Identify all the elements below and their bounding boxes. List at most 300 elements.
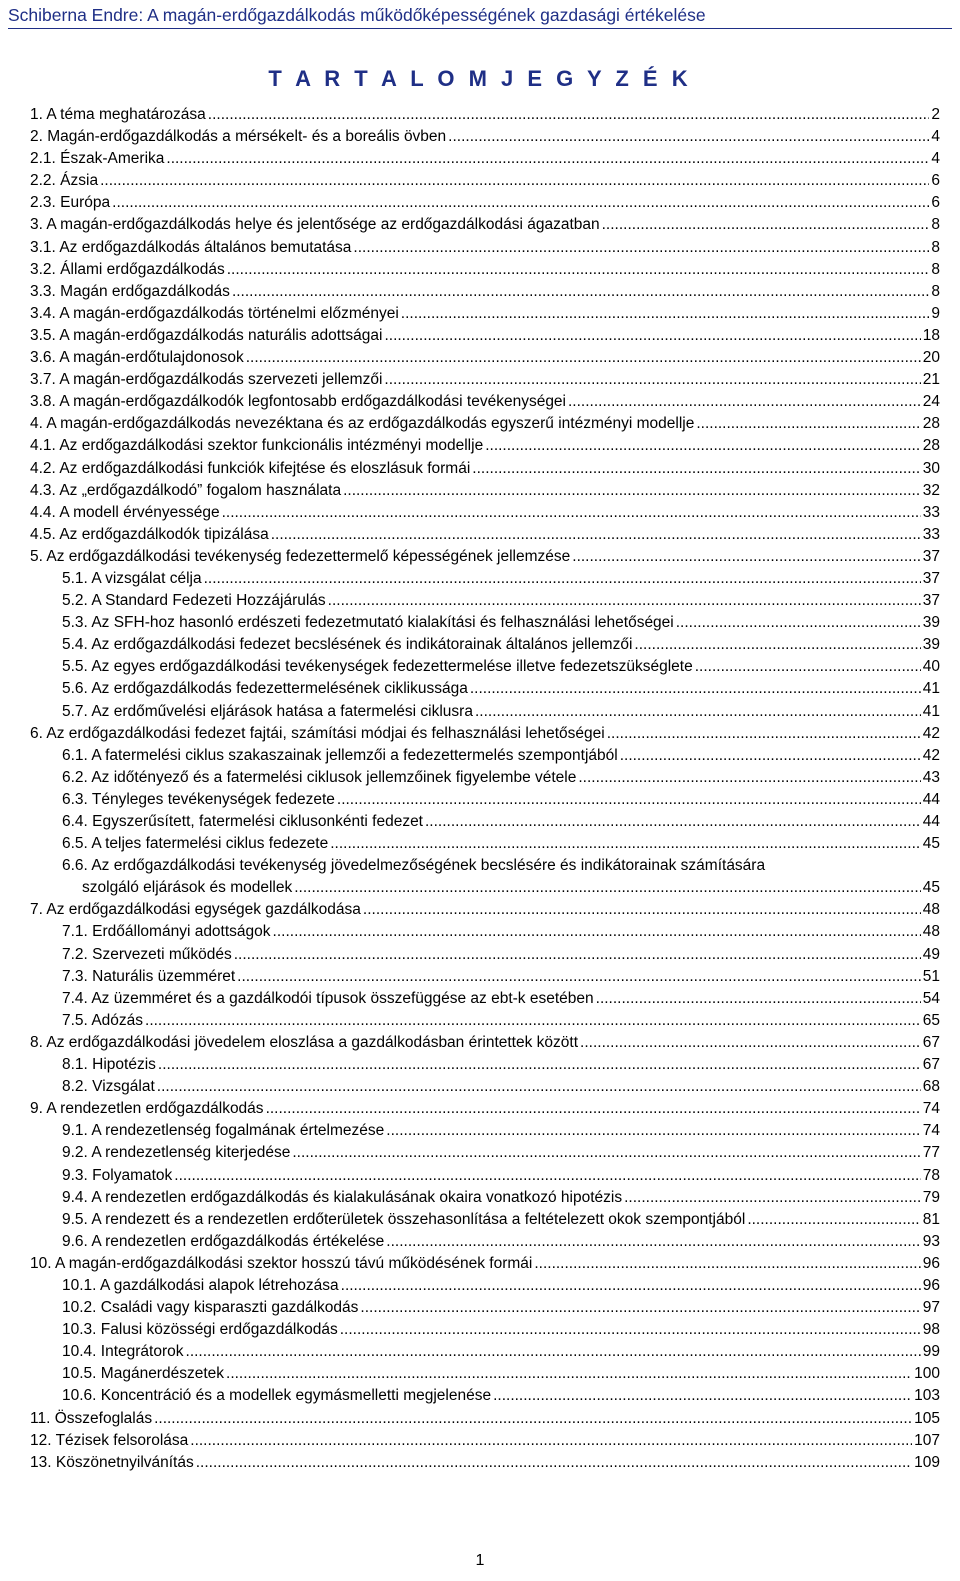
- toc-entry-number: 7.5.: [62, 1011, 88, 1029]
- toc-entry-page: 44: [922, 790, 940, 808]
- toc-entry-page: 65: [922, 1011, 940, 1029]
- toc-entry-page: 8: [931, 282, 940, 300]
- toc-entry-page: 51: [922, 967, 940, 985]
- toc-leader-dots: [222, 502, 921, 524]
- toc-entry-page: 40: [922, 658, 940, 676]
- toc-leader-dots: [190, 1430, 912, 1452]
- toc-entry[interactable]: [30, 192, 940, 214]
- toc-entry-number: 6.6.: [62, 857, 88, 875]
- toc-entry-title: A modell érvényessége: [59, 503, 220, 521]
- toc-leader-dots: [634, 634, 920, 656]
- toc-entry[interactable]: [30, 723, 940, 745]
- toc-leader-dots: [186, 1341, 921, 1363]
- toc-entry-page: 28: [922, 437, 940, 455]
- toc-entry-number: 3.1.: [30, 238, 56, 256]
- toc-entry-title: Családi vagy kisparaszti gazdálkodás: [100, 1299, 359, 1317]
- toc-leader-dots: [401, 303, 930, 325]
- toc-leader-dots: [174, 1165, 920, 1187]
- toc-leader-dots: [328, 590, 921, 612]
- toc-entry-title: A magán-erdőgazdálkodási szektor hosszú távú működésének formái: [55, 1254, 533, 1272]
- toc-entry[interactable]: [30, 1076, 940, 1098]
- toc-entry-page: 41: [922, 702, 940, 720]
- toc-entry-title: Integrátorok: [100, 1343, 184, 1361]
- toc-entry-page: 30: [922, 459, 940, 477]
- toc-leader-dots: [747, 1209, 920, 1231]
- toc-leader-dots: [271, 524, 921, 546]
- toc-entry-title: A magán-erdőgazdálkodók legfontosabb erdőgazdálkodási tevékenységei: [59, 393, 566, 411]
- toc-entry-number: 10.4.: [62, 1343, 97, 1361]
- toc-entry-title: Európa: [60, 194, 111, 212]
- toc-entry-number: 2.3.: [30, 194, 56, 212]
- toc-entry-number: 4.3.: [30, 481, 56, 499]
- toc-entry[interactable]: [30, 1142, 940, 1164]
- toc-entry[interactable]: [30, 767, 940, 789]
- toc-leader-dots: [596, 988, 921, 1010]
- toc-leader-dots: [572, 546, 920, 568]
- toc-leader-dots: [273, 921, 921, 943]
- toc-entry-title: Az erdőgazdálkodási szektor funkcionális intézményi modellje: [59, 437, 484, 455]
- toc-entry-title: A rendezetlen erdőgazdálkodás: [46, 1100, 264, 1118]
- toc-entry[interactable]: [30, 214, 940, 236]
- toc-leader-dots: [112, 192, 929, 214]
- toc-entry[interactable]: [30, 170, 940, 192]
- toc-entry[interactable]: [30, 833, 940, 855]
- toc-entry-title: Egyszerűsített, fatermelési ciklusonkénti fedezet: [92, 813, 423, 830]
- toc-leader-dots: [470, 678, 921, 700]
- toc-entry-number: 3.6.: [30, 349, 56, 367]
- toc-entry-number: 3.4.: [30, 304, 56, 322]
- toc-entry[interactable]: [30, 1253, 940, 1275]
- toc-entry[interactable]: [30, 899, 940, 921]
- toc-entry[interactable]: [30, 1385, 940, 1407]
- toc-leader-dots: [343, 480, 921, 502]
- toc-entry-title: A vizsgálat célja: [91, 569, 202, 587]
- toc-entry-number: 10.: [30, 1254, 52, 1272]
- toc-entry-number: 2.: [30, 128, 43, 146]
- toc-leader-dots: [384, 369, 920, 391]
- toc-entry-page: 45: [922, 879, 940, 897]
- toc-leader-dots: [534, 1253, 920, 1275]
- toc-entry[interactable]: [30, 1452, 940, 1474]
- toc-entry-number: 11.: [30, 1409, 51, 1427]
- toc-entry[interactable]: [30, 745, 940, 767]
- toc-entry-number: 3.: [30, 216, 43, 234]
- toc-entry-page: 96: [922, 1276, 940, 1294]
- toc-entry-page: 8: [931, 238, 940, 256]
- toc-entry[interactable]: [30, 988, 940, 1010]
- toc-entry-page: 33: [922, 525, 940, 543]
- toc-entry-page: 41: [922, 680, 940, 698]
- toc-entry-number: 9.2.: [62, 1144, 88, 1162]
- toc-entry[interactable]: [30, 1120, 940, 1142]
- toc-entry-title: Az erdőgazdálkodási jövedelem eloszlása a gazdálkodásban érintettek között: [46, 1033, 579, 1051]
- toc-entry-title: A rendezetlenség kiterjedése: [91, 1144, 291, 1162]
- toc-entry-title: Vizsgálat: [92, 1078, 155, 1096]
- toc-entry-page: 37: [922, 547, 940, 565]
- toc-entry-page: 6: [931, 194, 940, 212]
- toc-leader-dots: [154, 1408, 912, 1430]
- toc-entry-number: 9.3.: [62, 1166, 88, 1184]
- table-of-contents: [30, 104, 940, 1474]
- toc-entry[interactable]: [30, 1319, 940, 1341]
- toc-leader-dots: [353, 237, 929, 259]
- toc-leader-dots: [384, 325, 920, 347]
- toc-entry-page: 103: [914, 1387, 940, 1405]
- toc-leader-dots: [292, 1142, 920, 1164]
- toc-entry-page: 81: [922, 1210, 940, 1228]
- toc-entry[interactable]: [30, 325, 940, 347]
- toc-entry-title: Magán erdőgazdálkodás: [60, 282, 230, 300]
- toc-entry-number: 10.2.: [62, 1299, 97, 1317]
- toc-entry-page: 39: [922, 636, 940, 654]
- toc-entry-number: 3.3.: [30, 282, 56, 300]
- toc-entry[interactable]: [30, 303, 940, 325]
- toc-leader-dots: [266, 1098, 921, 1120]
- toc-leader-dots: [676, 612, 921, 634]
- toc-entry[interactable]: [30, 1231, 940, 1253]
- toc-entry-page: 8: [931, 260, 940, 278]
- toc-entry-title: Ázsia: [60, 172, 99, 190]
- toc-entry[interactable]: [30, 259, 940, 281]
- toc-entry-page: 67: [922, 1056, 940, 1074]
- toc-entry[interactable]: [30, 104, 940, 126]
- toc-entry-page: 48: [922, 923, 940, 941]
- toc-entry-page: 105: [914, 1409, 940, 1427]
- toc-entry[interactable]: [30, 546, 940, 568]
- toc-entry[interactable]: [30, 789, 940, 811]
- toc-entry[interactable]: [30, 413, 940, 435]
- toc-entry[interactable]: [30, 634, 940, 656]
- toc-entry[interactable]: [30, 524, 940, 546]
- toc-entry-title: A gazdálkodási alapok létrehozása: [99, 1276, 339, 1294]
- toc-leader-dots: [363, 899, 921, 921]
- toc-entry[interactable]: [30, 1275, 940, 1297]
- page-number: 1: [475, 1552, 485, 1569]
- toc-entry-number: 9.6.: [62, 1232, 88, 1250]
- toc-entry-number: 9.: [30, 1100, 43, 1118]
- toc-leader-dots: [100, 170, 929, 192]
- toc-entry[interactable]: [30, 391, 940, 413]
- toc-leader-dots: [340, 1319, 921, 1341]
- toc-entry-number: 7.1.: [62, 923, 88, 941]
- toc-entry-title: Az erdőgazdálkodási fedezet fajtái, számítási módjai és felhasználási lehetőségei: [46, 724, 605, 742]
- toc-entry[interactable]: [30, 502, 940, 524]
- toc-entry-number: 5.7.: [62, 702, 88, 720]
- toc-entry-title: A magán-erdőgazdálkodás történelmi előzményei: [59, 304, 399, 322]
- toc-entry-number: 8.: [30, 1033, 43, 1051]
- toc-entry-title: Magánerdészetek: [100, 1365, 225, 1383]
- toc-entry-number: 13.: [30, 1453, 52, 1471]
- toc-entry[interactable]: [30, 612, 940, 634]
- toc-entry-number: 10.3.: [62, 1321, 97, 1339]
- toc-leader-dots: [330, 833, 921, 855]
- toc-entry-page: 9: [931, 304, 940, 322]
- toc-leader-dots: [232, 281, 929, 303]
- toc-entry[interactable]: [30, 1408, 940, 1430]
- toc-leader-dots: [246, 347, 921, 369]
- toc-entry-title: Az egyes erdőgazdálkodási tevékenységek fedezettermelése illetve fedezetszükséglete: [91, 658, 693, 676]
- toc-entry-number: 5.2.: [62, 592, 88, 610]
- toc-entry-title-continued: szolgáló eljárások és modellek: [82, 879, 293, 897]
- toc-entry-number: 10.5.: [62, 1365, 97, 1383]
- toc-entry[interactable]: [30, 590, 940, 612]
- toc-entry-title: Szervezeti működés: [92, 945, 232, 963]
- toc-entry-number: 5.6.: [62, 680, 88, 698]
- toc-entry-title: Falusi közösségi erdőgazdálkodás: [100, 1321, 338, 1339]
- toc-entry-number: 9.5.: [62, 1210, 88, 1228]
- toc-entry[interactable]: [30, 435, 940, 457]
- toc-entry-page: 45: [922, 835, 940, 853]
- toc-entry-number: 1.: [30, 106, 43, 123]
- toc-entry-title: Koncentráció és a modellek egymásmelletti megjelenése: [100, 1387, 492, 1405]
- toc-entry-page: 37: [922, 592, 940, 610]
- toc-leader-dots: [204, 568, 921, 590]
- toc-leader-dots: [425, 811, 921, 833]
- toc-entry-title: A rendezett és a rendezetlen erdőterületek összehasonlítása a feltételezett okok szempontjából: [91, 1210, 746, 1228]
- toc-entry-page: 20: [922, 349, 940, 367]
- toc-leader-dots: [602, 214, 930, 236]
- toc-entry[interactable]: [30, 1209, 940, 1231]
- toc-entry[interactable]: [30, 944, 940, 966]
- toc-entry-title: Az időtényező és a fatermelési ciklusok jellemzőinek figyelembe vétele: [91, 768, 577, 786]
- page-title: T A R T A L O M J E G Y Z É K: [268, 66, 692, 91]
- toc-entry-title: Hipotézis: [92, 1056, 156, 1074]
- toc-entry-number: 4.2.: [30, 459, 56, 477]
- toc-entry[interactable]: [30, 148, 940, 170]
- toc-entry[interactable]: [30, 701, 940, 723]
- toc-entry-page: 6: [931, 172, 940, 190]
- toc-entry-title: A fatermelési ciklus szakaszainak jellemzői a fedezettermelés szempontjából: [91, 746, 618, 764]
- toc-entry-title: A magán-erdőgazdálkodás nevezéktana és az erdőgazdálkodás egyszerű intézményi modellje: [46, 415, 695, 433]
- toc-entry[interactable]: [30, 1165, 940, 1187]
- toc-entry-page: 4: [931, 128, 940, 146]
- toc-leader-dots: [226, 1363, 912, 1385]
- toc-entry-title: Erdőállományi adottságok: [92, 923, 271, 941]
- toc-entry-title: Köszönetnyilvánítás: [55, 1453, 194, 1471]
- toc-leader-dots: [208, 104, 930, 126]
- toc-leader-dots: [386, 1231, 920, 1253]
- toc-entry[interactable]: [30, 1010, 940, 1032]
- toc-entry-page: 100: [914, 1365, 940, 1383]
- toc-entry-number: 10.6.: [62, 1387, 97, 1405]
- toc-entry[interactable]: [30, 347, 940, 369]
- toc-leader-dots: [294, 877, 921, 899]
- toc-entry-number: 6.3.: [62, 790, 88, 808]
- toc-entry-title: A rendezetlenség fogalmának értelmezése: [91, 1122, 385, 1140]
- toc-entry[interactable]: [30, 1098, 940, 1120]
- toc-entry[interactable]: [30, 656, 940, 678]
- toc-entry-page: 54: [922, 989, 940, 1007]
- toc-entry-page: 67: [922, 1033, 940, 1051]
- toc-entry-number: 8.2.: [62, 1078, 88, 1096]
- toc-leader-dots: [475, 701, 921, 723]
- toc-entry-number: 2.2.: [30, 172, 56, 190]
- toc-entry-title: Az erdőgazdálkodási funkciók kifejtése és eloszlásuk formái: [59, 459, 471, 477]
- toc-entry[interactable]: [30, 237, 940, 259]
- toc-entry[interactable]: [30, 1032, 940, 1054]
- toc-entry[interactable]: [30, 458, 940, 480]
- toc-entry-title: Adózás: [91, 1011, 144, 1029]
- toc-entry-page: 79: [922, 1188, 940, 1206]
- toc-entry-title: A magán-erdőgazdálkodás helye és jelentősége az erdőgazdálkodási ágazatban: [46, 216, 600, 234]
- toc-entry[interactable]: [30, 1430, 940, 1452]
- toc-entry-number: 6.5.: [62, 835, 88, 853]
- toc-entry-title: Állami erdőgazdálkodás: [60, 260, 225, 278]
- toc-leader-dots: [237, 966, 921, 988]
- toc-entry-page: 68: [922, 1078, 940, 1096]
- toc-entry-number: 9.4.: [62, 1188, 88, 1206]
- toc-entry-page: 28: [922, 415, 940, 433]
- toc-entry-page: 18: [922, 326, 940, 344]
- toc-entry-title: Az erdőgazdálkodási fedezet becslésének és indikátorainak általános jellemzői: [91, 636, 633, 654]
- toc-entry-title: A teljes fatermelési ciklus fedezete: [91, 835, 329, 853]
- toc-entry-title: Az „erdőgazdálkodó” fogalom használata: [59, 481, 342, 499]
- toc-entry[interactable]: [30, 1363, 940, 1385]
- toc-entry-number: 6.4.: [62, 813, 88, 830]
- toc-entry-title: Észak-Amerika: [60, 150, 165, 168]
- toc-entry-page: 32: [922, 481, 940, 499]
- toc-entry-title: A Standard Fedezeti Hozzájárulás: [91, 592, 326, 610]
- toc-entry-number: 4.5.: [30, 525, 56, 543]
- toc-entry-page: 43: [922, 768, 940, 786]
- toc-leader-dots: [158, 1054, 921, 1076]
- toc-entry-number: 4.: [30, 415, 43, 433]
- toc-entry-title: A rendezetlen erdőgazdálkodás értékelése: [91, 1232, 385, 1250]
- toc-entry-number: 7.2.: [62, 945, 88, 963]
- toc-entry-number: 5.5.: [62, 658, 88, 676]
- toc-entry-title: Naturális üzemméret: [92, 967, 236, 985]
- toc-entry-page: 39: [922, 614, 940, 632]
- toc-entry-number: 5.3.: [62, 614, 88, 632]
- toc-leader-dots: [696, 413, 920, 435]
- toc-leader-dots: [341, 1275, 921, 1297]
- toc-leader-dots: [386, 1120, 920, 1142]
- toc-entry-title: Az erdőgazdálkodási tevékenység fedezettermelő képességének jellemzése: [46, 547, 571, 565]
- toc-entry-page: 49: [922, 945, 940, 963]
- toc-entry-page: 8: [931, 216, 940, 234]
- toc-leader-dots: [196, 1452, 912, 1474]
- toc-leader-dots: [448, 126, 929, 148]
- toc-entry-number: 3.7.: [30, 371, 56, 389]
- toc-entry[interactable]: [30, 568, 940, 590]
- toc-entry[interactable]: [30, 126, 940, 148]
- toc-entry-number: 4.1.: [30, 437, 56, 455]
- toc-entry[interactable]: [30, 855, 940, 899]
- toc-leader-dots: [472, 458, 920, 480]
- toc-leader-dots: [578, 767, 920, 789]
- toc-entry-title: Összefoglalás: [54, 1409, 153, 1427]
- toc-entry-number: 6.1.: [62, 746, 88, 764]
- toc-entry-page: 24: [922, 393, 940, 411]
- toc-entry-number: 12.: [30, 1431, 52, 1449]
- toc-entry-number: 5.4.: [62, 636, 88, 654]
- toc-leader-dots: [695, 656, 921, 678]
- toc-entry-title: A téma meghatározása: [46, 106, 206, 123]
- toc-entry-number: 6.: [30, 724, 43, 742]
- toc-entry-number: 5.1.: [62, 569, 88, 587]
- toc-entry[interactable]: [30, 1297, 940, 1319]
- toc-entry-title: A rendezetlen erdőgazdálkodás és kialakulásának okaira vonatkozó hipotézis: [91, 1188, 623, 1206]
- toc-entry-page: 44: [922, 813, 940, 830]
- toc-entry[interactable]: [30, 966, 940, 988]
- toc-entry-page: 42: [922, 724, 940, 742]
- toc-entry-page: 42: [922, 746, 940, 764]
- running-header: Schiberna Endre: A magán-erdőgazdálkodás működőképességének gazdasági értékelése: [8, 3, 952, 29]
- toc-entry-number: 7.: [30, 901, 43, 919]
- toc-entry-title: A magán-erdőtulajdonosok: [59, 349, 244, 367]
- toc-entry-number: 3.8.: [30, 393, 56, 411]
- toc-entry-title: Az erdőgazdálkodás fedezettermelésének ciklikussága: [91, 680, 468, 698]
- toc-entry-number: 4.4.: [30, 503, 56, 521]
- toc-leader-dots: [234, 944, 921, 966]
- toc-entry-page: 107: [914, 1431, 940, 1449]
- toc-entry-page: 74: [922, 1100, 940, 1118]
- toc-entry-title: Az SFH-hoz hasonló erdészeti fedezetmutató kialakítási és felhasználási lehetőségei: [91, 614, 674, 632]
- toc-leader-dots: [166, 148, 929, 170]
- toc-entry-number: 9.1.: [62, 1122, 88, 1140]
- toc-entry-title: Magán-erdőgazdálkodás a mérsékelt- és a boreális övben: [47, 128, 447, 146]
- toc-entry-page: 4: [931, 150, 940, 168]
- toc-entry[interactable]: [30, 1054, 940, 1076]
- toc-entry-page: 74: [922, 1122, 940, 1140]
- toc-entry[interactable]: [30, 480, 940, 502]
- toc-entry-title: Tézisek felsorolása: [55, 1431, 189, 1449]
- toc-entry-page: 21: [922, 371, 940, 389]
- toc-entry-title: Az erdőművelési eljárások hatása a fatermelési ciklusra: [91, 702, 473, 720]
- toc-entry-page: 98: [922, 1321, 940, 1339]
- toc-entry[interactable]: [30, 921, 940, 943]
- toc-entry-page: 33: [922, 503, 940, 521]
- toc-leader-dots: [360, 1297, 920, 1319]
- toc-entry[interactable]: [30, 811, 940, 833]
- toc-entry[interactable]: [30, 369, 940, 391]
- toc-entry-title: Az erdőgazdálkodás általános bemutatása: [59, 238, 352, 256]
- toc-entry-title: Tényleges tevékenységek fedezete: [91, 790, 335, 808]
- toc-entry-number: 3.2.: [30, 260, 56, 278]
- toc-entry[interactable]: [30, 678, 940, 700]
- toc-entry-title: A magán-erdőgazdálkodás szervezeti jellemzői: [59, 371, 383, 389]
- toc-entry-title: Az erdőgazdálkodók tipizálása: [59, 525, 269, 543]
- toc-entry-page: 96: [922, 1254, 940, 1272]
- toc-entry-page: 97: [922, 1299, 940, 1317]
- toc-leader-dots: [624, 1187, 921, 1209]
- toc-leader-dots: [620, 745, 921, 767]
- toc-entry-page: 77: [922, 1144, 940, 1162]
- toc-leader-dots: [145, 1010, 921, 1032]
- toc-entry[interactable]: [30, 1187, 940, 1209]
- toc-entry-page: 37: [922, 569, 940, 587]
- toc-leader-dots: [493, 1385, 912, 1407]
- toc-entry[interactable]: [30, 281, 940, 303]
- toc-entry-title: Folyamatok: [92, 1166, 173, 1184]
- toc-entry-number: 7.3.: [62, 967, 88, 985]
- toc-entry-number: 8.1.: [62, 1056, 88, 1074]
- toc-leader-dots: [337, 789, 921, 811]
- toc-entry-number: 7.4.: [62, 989, 88, 1007]
- toc-entry[interactable]: [30, 1341, 940, 1363]
- toc-entry-page: 93: [922, 1232, 940, 1250]
- toc-leader-dots: [485, 435, 921, 457]
- toc-entry-number: 6.2.: [62, 768, 88, 786]
- toc-entry-number: 3.5.: [30, 326, 56, 344]
- toc-entry-page: 48: [922, 901, 940, 919]
- toc-entry-number: 10.1.: [62, 1276, 97, 1294]
- toc-entry-title: A magán-erdőgazdálkodás naturális adottságai: [59, 326, 383, 344]
- toc-leader-dots: [580, 1032, 921, 1054]
- toc-entry-number: 5.: [30, 547, 43, 565]
- toc-entry-page: 109: [914, 1453, 940, 1471]
- toc-leader-dots: [227, 259, 930, 281]
